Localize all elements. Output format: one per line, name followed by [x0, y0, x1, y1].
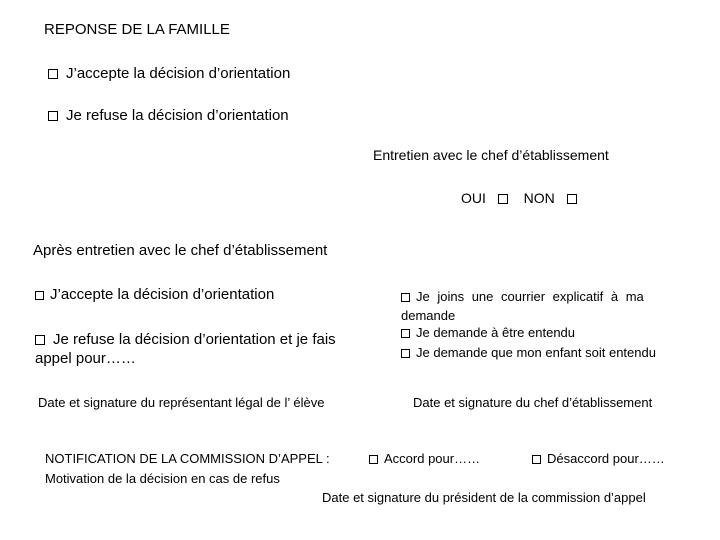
checkbox-icon[interactable]	[401, 329, 410, 338]
checkbox-icon[interactable]	[369, 455, 378, 464]
refusal-motivation-label: Motivation de la décision en cas de refus	[45, 471, 280, 486]
interview-choice	[461, 190, 585, 206]
after-refuse-option[interactable]: Je refuse la décision d’orientation et je fais appel pour……	[35, 331, 336, 367]
president-signature-label: Date et signature du président de la commission d’appel	[322, 490, 646, 505]
checkbox-icon[interactable]	[48, 69, 58, 79]
interview-yes-checkbox[interactable]	[498, 194, 508, 204]
request-child-heard-option[interactable]: Je demande que mon enfant soit entendu	[401, 345, 656, 360]
head-signature-label: Date et signature du chef d’établissement	[413, 395, 653, 410]
checkbox-icon[interactable]	[532, 455, 541, 464]
interview-title: Entretien avec le chef d’établissement	[373, 147, 609, 163]
disaccord-option[interactable]: Désaccord pour……	[532, 451, 665, 466]
checkbox-icon[interactable]	[35, 335, 45, 345]
accord-option[interactable]: Accord pour……	[369, 451, 480, 466]
attach-letter-option[interactable]: Je joins une courrier explicatif à ma demande	[401, 289, 644, 323]
family-response-heading: REPONSE DE LA FAMILLE	[44, 21, 230, 38]
commission-notification: NOTIFICATION DE LA COMMISSION D’APPEL :	[45, 451, 330, 466]
accept-decision-option[interactable]: J’accepte la décision d’orientation	[48, 65, 290, 82]
refuse-decision-option[interactable]: Je refuse la décision d’orientation	[48, 107, 289, 124]
legal-rep-signature-label: Date et signature du représentant légal de l’ élève	[38, 395, 325, 410]
checkbox-icon[interactable]	[401, 349, 410, 358]
checkbox-icon[interactable]	[48, 111, 58, 121]
checkbox-icon[interactable]	[35, 291, 44, 300]
after-interview-heading: Après entretien avec le chef d’établissement	[33, 242, 328, 259]
interview-no-label: NON	[523, 190, 555, 206]
interview-yes-label: OUI	[461, 190, 486, 206]
interview-no-checkbox[interactable]	[567, 194, 577, 204]
after-accept-option[interactable]: J’accepte la décision d’orientation	[35, 286, 274, 303]
request-heard-option[interactable]: Je demande à être entendu	[401, 325, 575, 340]
checkbox-icon[interactable]	[401, 293, 410, 302]
